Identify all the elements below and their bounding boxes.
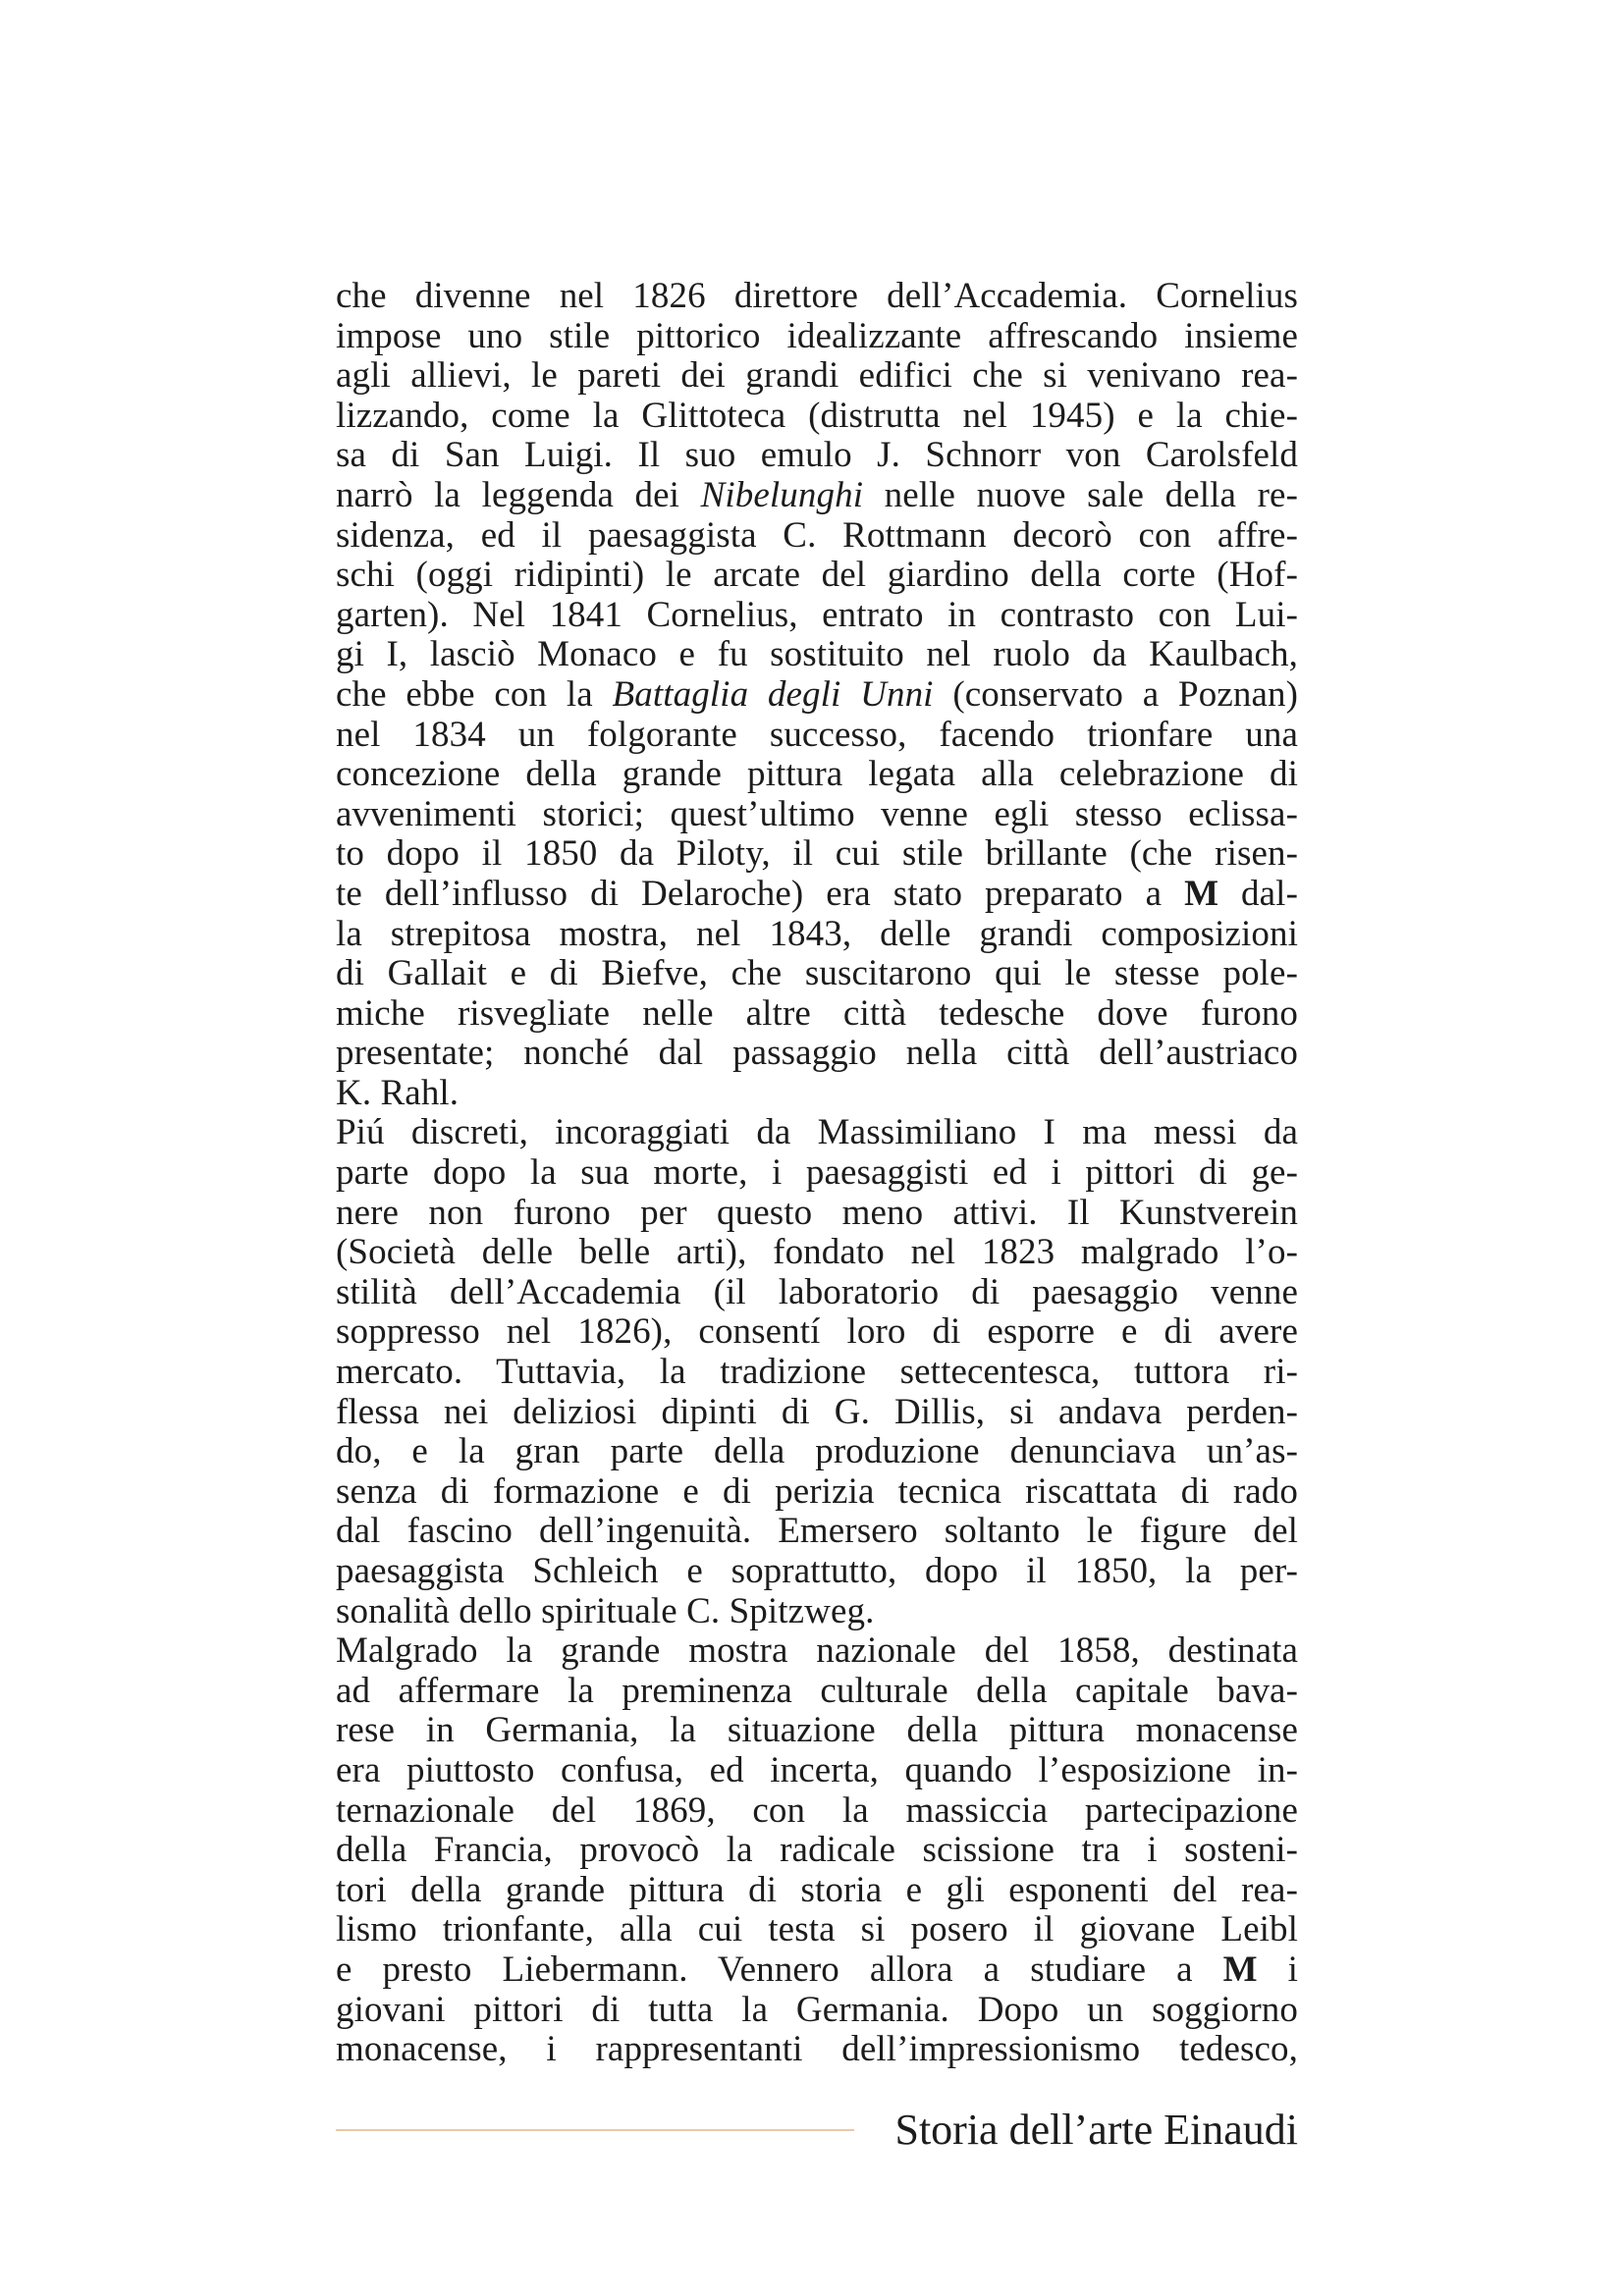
text-line bbox=[336, 915, 1298, 955]
text-line bbox=[336, 1791, 1298, 1832]
text-segment: ad affermare la preminenza culturale della capitale bava- bbox=[336, 1670, 1298, 1711]
text-segment: mercato. Tuttavia, la tradizione settecentesca, tuttora ri- bbox=[336, 1352, 1298, 1393]
text-line bbox=[336, 556, 1298, 596]
text-segment: Piú discreti, incoraggiati da Massimiliano I ma messi da bbox=[336, 1112, 1298, 1153]
text-line bbox=[336, 476, 1298, 516]
text-segment: ternazionale del 1869, con la massiccia partecipazione bbox=[336, 1789, 1298, 1831]
text-segment: to dopo il 1850 da Piloty, il cui stile brillante (che risen- bbox=[336, 833, 1298, 875]
text-line bbox=[336, 356, 1298, 397]
text-segment: che ebbe con la bbox=[336, 673, 613, 715]
text-segment: i bbox=[1257, 1949, 1299, 1990]
text-line bbox=[336, 716, 1298, 756]
text-segment: che divenne nel 1826 direttore dell’Accademia. Cornelius bbox=[336, 276, 1298, 316]
text-line bbox=[336, 1034, 1298, 1074]
text-line bbox=[336, 954, 1298, 994]
text-segment: impose uno stile pittorico idealizzante affrescando insieme bbox=[336, 315, 1298, 356]
italic-title: Nibelunghi bbox=[700, 474, 864, 515]
text-line bbox=[336, 1672, 1298, 1712]
text-segment: sa di San Luigi. Il suo emulo J. Schnorr von Carolsfeld bbox=[336, 435, 1298, 476]
text-segment: (conservato a Poznan) bbox=[933, 673, 1298, 715]
text-segment: sidenza, ed il paesaggista C. Rottmann decorò con affre- bbox=[336, 514, 1298, 556]
body-text bbox=[336, 277, 1298, 2070]
text-segment: soppresso nel 1826), consentí loro di esporre e di avere bbox=[336, 1311, 1298, 1353]
text-segment: dal- bbox=[1218, 873, 1298, 914]
text-segment: di Gallait e di Biefve, che suscitarono qui le stesse pole- bbox=[336, 953, 1298, 994]
text-line bbox=[336, 1552, 1298, 1592]
text-segment: la strepitosa mostra, nel 1843, delle grandi composizioni bbox=[336, 913, 1298, 954]
text-segment: della Francia, provocò la radicale scissione tra i sosteni- bbox=[336, 1830, 1298, 1871]
text-line bbox=[336, 277, 1298, 317]
text-line bbox=[336, 1432, 1298, 1472]
text-segment: nel 1834 un folgorante successo, facendo trionfare una bbox=[336, 714, 1298, 755]
bold-abbreviation: M bbox=[1184, 873, 1219, 914]
text-segment: agli allievi, le pareti dei grandi edifici che si venivano rea- bbox=[336, 355, 1298, 397]
text-segment: rese in Germania, la situazione della pittura monacense bbox=[336, 1710, 1298, 1751]
text-segment: gi I, lasciò Monaco e fu sostituito nel ruolo da Kaulbach, bbox=[336, 634, 1298, 675]
text-line bbox=[336, 675, 1298, 716]
text-line bbox=[336, 994, 1298, 1035]
text-segment: miche risvegliate nelle altre città tedesche dove furono bbox=[336, 992, 1298, 1034]
text-segment: e presto Liebermann. Vennero allora a studiare a bbox=[336, 1949, 1223, 1990]
text-line bbox=[336, 1113, 1298, 1153]
text-segment: paesaggista Schleich e soprattutto, dopo il 1850, la per- bbox=[336, 1551, 1298, 1591]
text-line bbox=[336, 1312, 1298, 1353]
text-segment: giovani pittori di tutta la Germania. Dopo un soggiorno bbox=[336, 1989, 1298, 2030]
text-line bbox=[336, 317, 1298, 357]
text-segment: dal fascino dell’ingenuità. Emersero soltanto le figure del bbox=[336, 1511, 1298, 1552]
text-line bbox=[336, 1831, 1298, 1871]
text-line bbox=[336, 1353, 1298, 1393]
text-line bbox=[336, 1950, 1298, 1991]
text-segment: tori della grande pittura di storia e gli esponenti del rea- bbox=[336, 1869, 1298, 1910]
text-segment: sonalità dello spirituale C. Spitzweg. bbox=[336, 1590, 875, 1631]
text-segment: monacense, i rappresentanti dell’impressionismo tedesco, bbox=[336, 2029, 1298, 2070]
text-segment: stilità dell’Accademia (il laboratorio di paesaggio venne bbox=[336, 1271, 1298, 1312]
text-segment: nere non furono per questo meno attivi. Il Kunstverein bbox=[336, 1192, 1298, 1233]
text-line bbox=[336, 596, 1298, 636]
text-segment: narrò la leggenda dei bbox=[336, 474, 701, 515]
text-line bbox=[336, 436, 1298, 476]
text-line bbox=[336, 516, 1298, 557]
text-segment: schi (oggi ridipinti) le arcate del giardino della corte (Hof- bbox=[336, 555, 1298, 596]
text-line bbox=[336, 755, 1298, 795]
text-line bbox=[336, 2030, 1298, 2070]
text-segment: garten). Nel 1841 Cornelius, entrato in contrasto con Lui- bbox=[336, 594, 1298, 635]
bold-abbreviation: M bbox=[1222, 1949, 1258, 1990]
text-segment: (Società delle belle arti), fondato nel 1823 malgrado l’o- bbox=[336, 1232, 1298, 1273]
text-line bbox=[336, 1233, 1298, 1273]
text-line bbox=[336, 1153, 1298, 1194]
text-segment: concezione della grande pittura legata alla celebrazione di bbox=[336, 754, 1298, 795]
text-segment: lismo trionfante, alla cui testa si posero il giovane Leibl bbox=[336, 1909, 1298, 1950]
text-line bbox=[336, 1910, 1298, 1950]
text-segment: Malgrado la grande mostra nazionale del 1858, destinata bbox=[336, 1630, 1298, 1672]
text-segment: K. Rahl. bbox=[336, 1072, 460, 1113]
text-segment: nelle nuove sale della re- bbox=[863, 474, 1299, 515]
footer-title: Storia dell’arte Einaudi bbox=[894, 2106, 1298, 2154]
text-line bbox=[336, 875, 1298, 915]
text-line bbox=[336, 1631, 1298, 1672]
text-line bbox=[336, 1592, 1298, 1632]
text-segment: era piuttosto confusa, ed incerta, quando l’esposizione in- bbox=[336, 1749, 1298, 1790]
text-line bbox=[336, 397, 1298, 437]
text-line bbox=[336, 1194, 1298, 1234]
text-line bbox=[336, 1751, 1298, 1791]
text-line bbox=[336, 1472, 1298, 1513]
text-line bbox=[336, 1871, 1298, 1911]
text-segment: senza di formazione e di perizia tecnica riscattata di rado bbox=[336, 1470, 1298, 1512]
text-segment: parte dopo la sua morte, i paesaggisti ed i pittori di ge- bbox=[336, 1152, 1298, 1194]
text-line bbox=[336, 1991, 1298, 2031]
text-segment: lizzando, come la Glittoteca (distrutta nel 1945) e la chie- bbox=[336, 395, 1298, 436]
text-segment: do, e la gran parte della produzione denunciava un’as- bbox=[336, 1431, 1298, 1472]
text-segment: presentate; nonché dal passaggio nella città dell’austriaco bbox=[336, 1033, 1298, 1074]
text-line bbox=[336, 834, 1298, 875]
text-segment: flessa nei deliziosi dipinti di G. Dillis, si andava perden- bbox=[336, 1391, 1298, 1432]
text-segment: te dell’influsso di Delaroche) era stato preparato a bbox=[336, 873, 1185, 914]
text-line bbox=[336, 635, 1298, 675]
text-line bbox=[336, 1393, 1298, 1433]
text-line bbox=[336, 1512, 1298, 1552]
footer-rule bbox=[336, 2129, 854, 2131]
text-line bbox=[336, 1711, 1298, 1751]
text-line bbox=[336, 1074, 1298, 1114]
text-segment: avvenimenti storici; quest’ultimo venne egli stesso eclissa- bbox=[336, 793, 1298, 834]
text-line bbox=[336, 1273, 1298, 1313]
text-line bbox=[336, 795, 1298, 835]
italic-title: Battaglia degli Unni bbox=[612, 673, 934, 715]
